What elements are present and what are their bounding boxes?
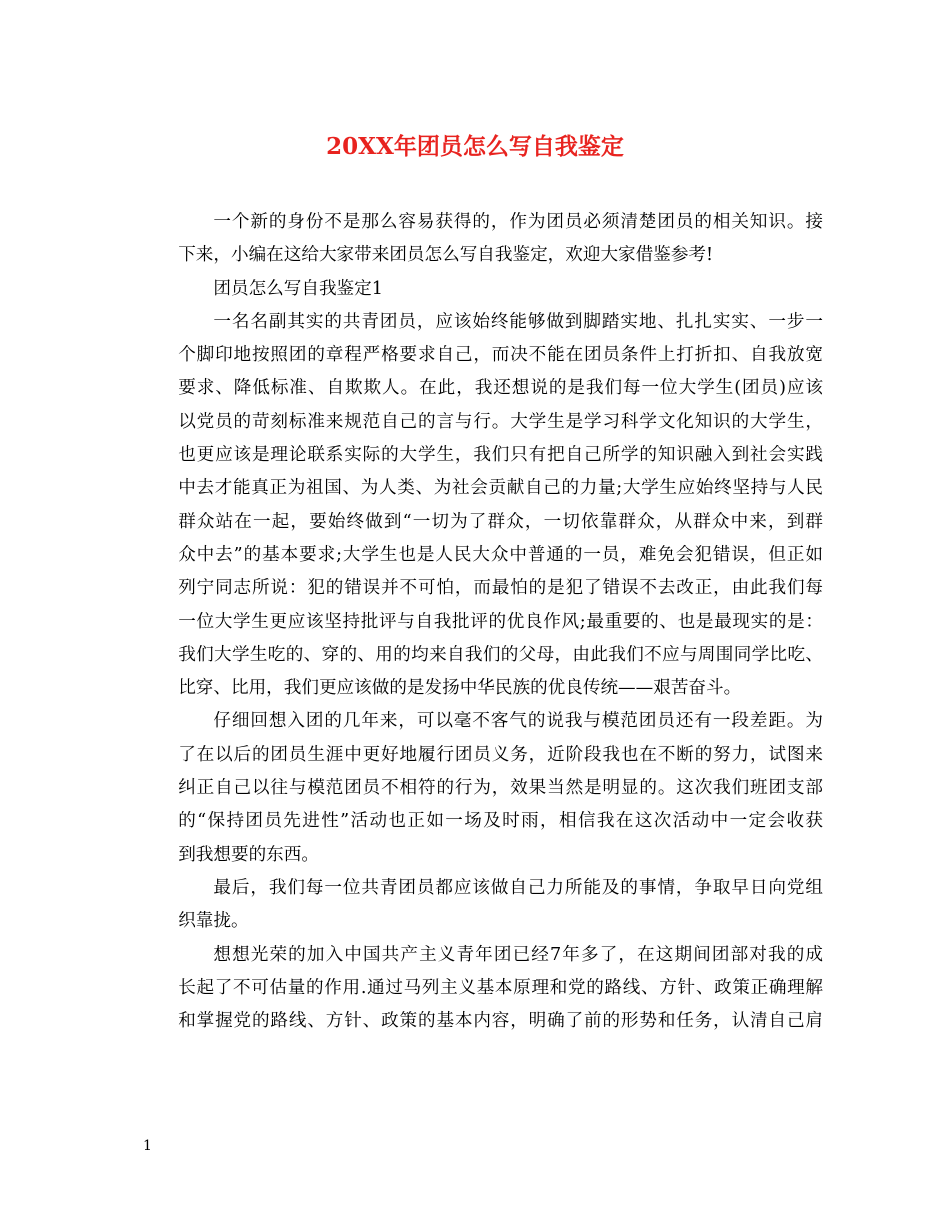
- paragraph-3: [143, 872, 823, 939]
- section-heading-text: 团员怎么写自我鉴定1: [213, 278, 383, 299]
- text-line: 一名名副其实的共青团员，应该始终能够做到脚踏实地、扎扎实实、一步一: [213, 311, 823, 332]
- text-line: 到我想要的东西。: [178, 844, 319, 865]
- text-line: 下来，小编在这给大家带来团员怎么写自我鉴定，欢迎大家借鉴参考!: [178, 245, 714, 266]
- paragraph-2: [143, 705, 823, 871]
- text-line: 和掌握党的路线、方针、政策的基本内容，明确了前的形势和任务，认清自己肩: [178, 1011, 823, 1032]
- document-title: 20XX年团员怎么写自我鉴定: [326, 133, 624, 160]
- text-line: 的“保持团员先进性”活动也正如一场及时雨，相信我在这次活动中一定会收获: [178, 811, 823, 832]
- text-line: 要求、降低标准、自欺欺人。在此，我还想说的是我们每一位大学生(团员)应该: [178, 378, 823, 399]
- text-line: 一位大学生更应该坚持批评与自我批评的优良作风;最重要的、也是最现实的是：: [178, 611, 823, 632]
- text-line: 纠正自己以往与模范团员不相符的行为，效果当然是明显的。这次我们班团支部: [178, 778, 823, 799]
- section-heading: [143, 273, 823, 306]
- text-line: 织靠拢。: [178, 911, 249, 932]
- text-line: 最后，我们每一位共青团员都应该做自己力所能及的事情，争取早日向党组: [213, 877, 823, 898]
- text-line: 了在以后的团员生涯中更好地履行团员义务，近阶段我也在不断的努力，试图来: [178, 744, 823, 765]
- text-line: 我们大学生吃的、穿的、用的均来自我们的父母，由此我们不应与周围同学比吃、: [178, 644, 823, 665]
- text-line: 长起了不可估量的作用.通过马列主义基本原理和党的路线、方针、政策正确理解: [178, 977, 823, 998]
- page-number: 1: [143, 1138, 152, 1154]
- text-line: 个脚印地按照团的章程严格要求自己，而决不能在团员条件上打折扣、自我放宽: [178, 345, 823, 366]
- text-line: 一个新的身份不是那么容易获得的，作为团员必须清楚团员的相关知识。接: [213, 212, 823, 232]
- text-line: 想想光荣的加入中国共产主义青年团已经7年多了，在这期间团部对我的成: [213, 944, 823, 965]
- text-line: 列宁同志所说：犯的错误并不可怕，而最怕的是犯了错误不去改正，由此我们每: [178, 578, 823, 599]
- text-line: 众中去”的基本要求;大学生也是人民大众中普通的一员，难免会犯错误，但正如: [178, 544, 823, 565]
- text-line: 也更应该是理论联系实际的大学生，我们只有把自己所学的知识融入到社会实践: [178, 445, 823, 466]
- text-line: 比穿、比用，我们更应该做的是发扬中华民族的优良传统——艰苦奋斗。: [178, 678, 742, 699]
- text-line: 群众站在一起，要始终做到“一切为了群众，一切依靠群众，从群众中来，到群: [178, 511, 823, 532]
- paragraph-intro: [143, 206, 823, 273]
- text-line: 仔细回想入团的几年来，可以毫不客气的说我与模范团员还有一段差距。为: [213, 711, 823, 732]
- document-body: [143, 206, 823, 1038]
- paragraph-4: [143, 939, 823, 1039]
- text-line: 中去才能真正为祖国、为人类、为社会贡献自己的力量;大学生应始终坚持与人民: [178, 478, 823, 499]
- paragraph-1: [143, 306, 823, 706]
- text-line: 以党员的苛刻标准来规范自己的言与行。大学生是学习科学文化知识的大学生，: [178, 411, 823, 432]
